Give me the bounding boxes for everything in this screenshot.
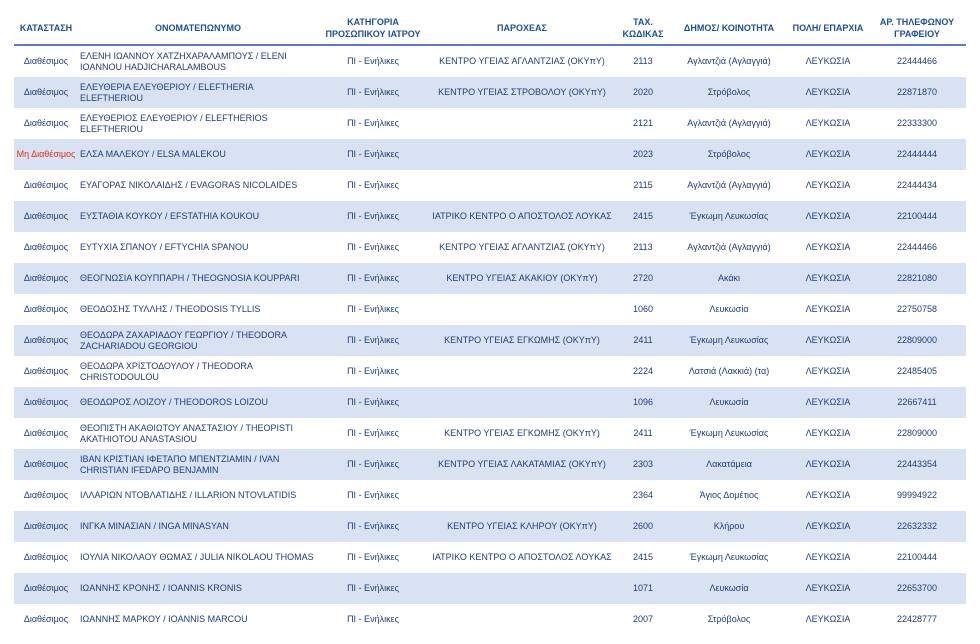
category-cell: ΠΙ - Ενήλικες xyxy=(318,356,428,387)
phone-cell: 22100444 xyxy=(868,542,966,573)
category-cell: ΠΙ - Ενήλικες xyxy=(318,45,428,77)
status-cell: Διαθέσιμος xyxy=(14,201,78,232)
municipality-cell: Λευκωσία xyxy=(670,294,788,325)
doctors-table xyxy=(14,12,966,635)
table-row xyxy=(14,418,966,449)
provider-cell: ΚΕΝΤΡΟ ΥΓΕΙΑΣ ΕΓΚΩΜΗΣ (ΟΚΥπΥ) xyxy=(428,325,616,356)
category-cell: ΠΙ - Ενήλικες xyxy=(318,170,428,201)
municipality-cell: Έγκωμη Λευκωσίας xyxy=(670,201,788,232)
table-row xyxy=(14,139,966,170)
doctor-name-cell: ΘΕΟΔΩΡΑ ΧΡΙΣΤΟΔΟΥΛΟΥ / THEODORA CHRISTODOULOU xyxy=(78,356,318,387)
municipality-cell: Έγκωμη Λευκωσίας xyxy=(670,542,788,573)
status-cell: Διαθέσιμος xyxy=(14,449,78,480)
table-row xyxy=(14,325,966,356)
table-body xyxy=(14,45,966,635)
provider-cell xyxy=(428,480,616,511)
city-cell: ΛΕΥΚΩΣΙΑ xyxy=(788,542,868,573)
provider-cell: ΚΕΝΤΡΟ ΥΓΕΙΑΣ ΣΤΡΟΒΟΛΟΥ (ΟΚΥπΥ) xyxy=(428,77,616,108)
doctor-name-cell: ΘΕΟΠΙΣΤΗ ΑΚΑΘΙΩΤΟΥ ΑΝΑΣΤΑΣΙΟΥ / THEOPISTI AKATHIOTOU ANASTASIOU xyxy=(78,418,318,449)
table-header-row xyxy=(14,12,966,45)
doctor-name-cell: ΕΛΣΑ ΜΑΛΕΚΟΥ / ELSA MALEKOU xyxy=(78,139,318,170)
category-cell: ΠΙ - Ενήλικες xyxy=(318,77,428,108)
postcode-cell: 2411 xyxy=(616,325,670,356)
provider-cell xyxy=(428,604,616,635)
category-cell: ΠΙ - Ενήλικες xyxy=(318,263,428,294)
postcode-cell: 1096 xyxy=(616,387,670,418)
doctor-name-cell: ΙΝΓΚΑ ΜΙΝΑΣΙΑΝ / INGA MINASYAN xyxy=(78,511,318,542)
category-cell: ΠΙ - Ενήλικες xyxy=(318,108,428,139)
status-cell: Διαθέσιμος xyxy=(14,108,78,139)
phone-cell: 22632332 xyxy=(868,511,966,542)
doctor-name-cell: ΙΟΥΛΙΑ ΝΙΚΟΛΑΟΥ ΘΩΜΑΣ / JULIA NIKOLAOU THOMAS xyxy=(78,542,318,573)
postcode-cell: 2364 xyxy=(616,480,670,511)
category-cell: ΠΙ - Ενήλικες xyxy=(318,294,428,325)
municipality-cell: Αγλαντζιά (Αγλαγγιά) xyxy=(670,232,788,263)
header-status: ΚΑΤΑΣΤΑΣΗ xyxy=(14,12,78,45)
postcode-cell: 2720 xyxy=(616,263,670,294)
status-cell: Διαθέσιμος xyxy=(14,325,78,356)
city-cell: ΛΕΥΚΩΣΙΑ xyxy=(788,139,868,170)
category-cell: ΠΙ - Ενήλικες xyxy=(318,387,428,418)
provider-cell xyxy=(428,356,616,387)
category-cell: ΠΙ - Ενήλικες xyxy=(318,604,428,635)
phone-cell: 22809000 xyxy=(868,325,966,356)
header-category: ΚΑΤΗΓΟΡΙΑ ΠΡΟΣΩΠΙΚΟΥ ΙΑΤΡΟΥ xyxy=(318,12,428,45)
municipality-cell: Έγκωμη Λευκωσίας xyxy=(670,325,788,356)
doctor-name-cell: ΘΕΟΔΩΡΑ ΖΑΧΑΡΙΑΔΟΥ ΓΕΩΡΓΙΟΥ / THEODORA ZACHARIADOU GEORGIOU xyxy=(78,325,318,356)
table-row xyxy=(14,604,966,635)
header-municipality: ΔΗΜΟΣ/ ΚΟΙΝΟΤΗΤΑ xyxy=(670,12,788,45)
provider-cell: ΚΕΝΤΡΟ ΥΓΕΙΑΣ ΑΚΑΚΙΟΥ (ΟΚΥπΥ) xyxy=(428,263,616,294)
postcode-cell: 2411 xyxy=(616,418,670,449)
category-cell: ΠΙ - Ενήλικες xyxy=(318,511,428,542)
phone-cell: 22444434 xyxy=(868,170,966,201)
header-phone: ΑΡ. ΤΗΛΕΦΩΝΟΥ ΓΡΑΦΕΙΟΥ xyxy=(868,12,966,45)
postcode-cell: 1060 xyxy=(616,294,670,325)
provider-cell: ΚΕΝΤΡΟ ΥΓΕΙΑΣ ΛΑΚΑΤΑΜΙΑΣ (ΟΚΥπΥ) xyxy=(428,449,616,480)
status-cell: Διαθέσιμος xyxy=(14,573,78,604)
category-cell: ΠΙ - Ενήλικες xyxy=(318,325,428,356)
doctor-name-cell: ΕΥΑΓΟΡΑΣ ΝΙΚΟΛΑΙΔΗΣ / EVAGORAS NICOLAIDES xyxy=(78,170,318,201)
city-cell: ΛΕΥΚΩΣΙΑ xyxy=(788,170,868,201)
status-cell: Διαθέσιμος xyxy=(14,45,78,77)
category-cell: ΠΙ - Ενήλικες xyxy=(318,573,428,604)
category-cell: ΠΙ - Ενήλικες xyxy=(318,139,428,170)
phone-cell: 22809000 xyxy=(868,418,966,449)
phone-cell: 22653700 xyxy=(868,573,966,604)
doctor-name-cell: ΕΛΕΝΗ ΙΩΑΝΝΟΥ ΧΑΤΖΗΧΑΡΑΛΑΜΠΟΥΣ / ELENI IOANNOU HADJICHARALAMBOUS xyxy=(78,45,318,77)
table-row xyxy=(14,45,966,77)
postcode-cell: 2020 xyxy=(616,77,670,108)
municipality-cell: Λευκωσία xyxy=(670,573,788,604)
provider-cell: ΚΕΝΤΡΟ ΥΓΕΙΑΣ ΑΓΛΑΝΤΖΙΑΣ (ΟΚΥπΥ) xyxy=(428,45,616,77)
table-row xyxy=(14,263,966,294)
category-cell: ΠΙ - Ενήλικες xyxy=(318,418,428,449)
doctor-name-cell: ΕΥΤΥΧΙΑ ΣΠΑΝΟΥ / EFTYCHIA SPANOU xyxy=(78,232,318,263)
phone-cell: 22871870 xyxy=(868,77,966,108)
phone-cell: 22444444 xyxy=(868,139,966,170)
table-row xyxy=(14,201,966,232)
postcode-cell: 2121 xyxy=(616,108,670,139)
postcode-cell: 2007 xyxy=(616,604,670,635)
city-cell: ΛΕΥΚΩΣΙΑ xyxy=(788,201,868,232)
header-name: ΟΝΟΜΑΤΕΠΩΝΥΜΟ xyxy=(78,12,318,45)
phone-cell: 22485405 xyxy=(868,356,966,387)
phone-cell: 22821080 xyxy=(868,263,966,294)
city-cell: ΛΕΥΚΩΣΙΑ xyxy=(788,294,868,325)
table-row xyxy=(14,232,966,263)
phone-cell: 22444466 xyxy=(868,232,966,263)
postcode-cell: 2600 xyxy=(616,511,670,542)
municipality-cell: Κλήρου xyxy=(670,511,788,542)
status-cell: Διαθέσιμος xyxy=(14,511,78,542)
city-cell: ΛΕΥΚΩΣΙΑ xyxy=(788,263,868,294)
phone-cell: 22333300 xyxy=(868,108,966,139)
phone-cell: 22100444 xyxy=(868,201,966,232)
provider-cell: ΚΕΝΤΡΟ ΥΓΕΙΑΣ ΑΓΛΑΝΤΖΙΑΣ (ΟΚΥπΥ) xyxy=(428,232,616,263)
city-cell: ΛΕΥΚΩΣΙΑ xyxy=(788,356,868,387)
table-row xyxy=(14,356,966,387)
postcode-cell: 2023 xyxy=(616,139,670,170)
doctor-name-cell: ΕΛΕΥΘΕΡΙΑ ΕΛΕΥΘΕΡΙΟΥ / ELEFTHERIA ELEFTHERIOU xyxy=(78,77,318,108)
doctors-table-container xyxy=(14,12,966,635)
status-cell: Διαθέσιμος xyxy=(14,480,78,511)
doctor-name-cell: ΕΛΕΥΘΕΡΙΟΣ ΕΛΕΥΘΕΡΙΟΥ / ELEFTHERIOS ELEFTHERIOU xyxy=(78,108,318,139)
provider-cell xyxy=(428,387,616,418)
city-cell: ΛΕΥΚΩΣΙΑ xyxy=(788,387,868,418)
doctor-name-cell: ΙΩΑΝΝΗΣ ΚΡΟΝΗΣ / IOANNIS KRONIS xyxy=(78,573,318,604)
provider-cell: ΚΕΝΤΡΟ ΥΓΕΙΑΣ ΕΓΚΩΜΗΣ (ΟΚΥπΥ) xyxy=(428,418,616,449)
city-cell: ΛΕΥΚΩΣΙΑ xyxy=(788,511,868,542)
provider-cell xyxy=(428,170,616,201)
category-cell: ΠΙ - Ενήλικες xyxy=(318,480,428,511)
phone-cell: 22443354 xyxy=(868,449,966,480)
doctor-name-cell: ΘΕΟΔΟΣΗΣ ΤΥΛΛΗΣ / THEODOSIS TYLLIS xyxy=(78,294,318,325)
category-cell: ΠΙ - Ενήλικες xyxy=(318,542,428,573)
header-city: ΠΟΛΗ/ ΕΠΑΡΧΙΑ xyxy=(788,12,868,45)
postcode-cell: 2224 xyxy=(616,356,670,387)
table-row xyxy=(14,573,966,604)
table-row xyxy=(14,387,966,418)
doctor-name-cell: ΙΒΑΝ ΚΡΙΣΤΙΑΝ ΙΦΕΤΑΠΟ ΜΠΕΝΤΖΙΑΜΙΝ / IVAN CHRISTIAN IFEDAPO BENJAMIN xyxy=(78,449,318,480)
category-cell: ΠΙ - Ενήλικες xyxy=(318,449,428,480)
postcode-cell: 2415 xyxy=(616,542,670,573)
status-cell: Μη Διαθέσιμος xyxy=(14,139,78,170)
municipality-cell: Αγλαντζιά (Αγλαγγιά) xyxy=(670,170,788,201)
status-cell: Διαθέσιμος xyxy=(14,542,78,573)
municipality-cell: Στρόβολος xyxy=(670,77,788,108)
postcode-cell: 2113 xyxy=(616,45,670,77)
city-cell: ΛΕΥΚΩΣΙΑ xyxy=(788,45,868,77)
city-cell: ΛΕΥΚΩΣΙΑ xyxy=(788,480,868,511)
municipality-cell: Στρόβολος xyxy=(670,604,788,635)
category-cell: ΠΙ - Ενήλικες xyxy=(318,232,428,263)
phone-cell: 22444466 xyxy=(868,45,966,77)
status-cell: Διαθέσιμος xyxy=(14,170,78,201)
municipality-cell: Λακατάμεια xyxy=(670,449,788,480)
city-cell: ΛΕΥΚΩΣΙΑ xyxy=(788,232,868,263)
table-row xyxy=(14,77,966,108)
table-row xyxy=(14,108,966,139)
doctor-name-cell: ΘΕΟΔΩΡΟΣ ΛΟΙΖΟΥ / THEODOROS LOIZOU xyxy=(78,387,318,418)
city-cell: ΛΕΥΚΩΣΙΑ xyxy=(788,449,868,480)
provider-cell: ΙΑΤΡΙΚΟ ΚΕΝΤΡΟ Ο ΑΠΟΣΤΟΛΟΣ ΛΟΥΚΑΣ xyxy=(428,542,616,573)
table-row xyxy=(14,170,966,201)
doctor-name-cell: ΘΕΟΓΝΩΣΙΑ ΚΟΥΠΠΑΡΗ / THEOGNOSIA KOUPPARI xyxy=(78,263,318,294)
municipality-cell: Αγλαντζιά (Αγλαγγιά) xyxy=(670,45,788,77)
city-cell: ΛΕΥΚΩΣΙΑ xyxy=(788,418,868,449)
doctor-name-cell: ΕΥΣΤΑΘΙΑ ΚΟΥΚΟΥ / EFSTATHIA KOUKOU xyxy=(78,201,318,232)
doctor-name-cell: ΙΩΑΝΝΗΣ ΜΑΡΚΟΥ / IOANNIS MARCOU xyxy=(78,604,318,635)
phone-cell: 22667411 xyxy=(868,387,966,418)
provider-cell xyxy=(428,139,616,170)
status-cell: Διαθέσιμος xyxy=(14,356,78,387)
postcode-cell: 2113 xyxy=(616,232,670,263)
postcode-cell: 2115 xyxy=(616,170,670,201)
municipality-cell: Έγκωμη Λευκωσίας xyxy=(670,418,788,449)
phone-cell: 22750758 xyxy=(868,294,966,325)
status-cell: Διαθέσιμος xyxy=(14,387,78,418)
provider-cell: ΚΕΝΤΡΟ ΥΓΕΙΑΣ ΚΛΗΡΟΥ (ΟΚΥπΥ) xyxy=(428,511,616,542)
city-cell: ΛΕΥΚΩΣΙΑ xyxy=(788,604,868,635)
provider-cell xyxy=(428,573,616,604)
header-provider: ΠΑΡΟΧΕΑΣ xyxy=(428,12,616,45)
municipality-cell: Λατσιά (Λακκιά) (τα) xyxy=(670,356,788,387)
municipality-cell: Αγλαντζιά (Αγλαγγιά) xyxy=(670,108,788,139)
status-cell: Διαθέσιμος xyxy=(14,294,78,325)
status-cell: Διαθέσιμος xyxy=(14,604,78,635)
postcode-cell: 2303 xyxy=(616,449,670,480)
category-cell: ΠΙ - Ενήλικες xyxy=(318,201,428,232)
table-row xyxy=(14,511,966,542)
postcode-cell: 2415 xyxy=(616,201,670,232)
city-cell: ΛΕΥΚΩΣΙΑ xyxy=(788,325,868,356)
provider-cell xyxy=(428,294,616,325)
municipality-cell: Λευκωσία xyxy=(670,387,788,418)
city-cell: ΛΕΥΚΩΣΙΑ xyxy=(788,77,868,108)
municipality-cell: Άγιος Δομέτιος xyxy=(670,480,788,511)
table-row xyxy=(14,480,966,511)
status-cell: Διαθέσιμος xyxy=(14,263,78,294)
table-row xyxy=(14,449,966,480)
postcode-cell: 1071 xyxy=(616,573,670,604)
table-row xyxy=(14,294,966,325)
provider-cell xyxy=(428,108,616,139)
municipality-cell: Ακάκι xyxy=(670,263,788,294)
status-cell: Διαθέσιμος xyxy=(14,77,78,108)
status-cell: Διαθέσιμος xyxy=(14,418,78,449)
doctor-name-cell: ΙΛΛΑΡΙΩΝ ΝΤΟΒΛΑΤΙΔΗΣ / ILLARION NTOVLATIDIS xyxy=(78,480,318,511)
phone-cell: 99994922 xyxy=(868,480,966,511)
table-row xyxy=(14,542,966,573)
city-cell: ΛΕΥΚΩΣΙΑ xyxy=(788,573,868,604)
city-cell: ΛΕΥΚΩΣΙΑ xyxy=(788,108,868,139)
provider-cell: ΙΑΤΡΙΚΟ ΚΕΝΤΡΟ Ο ΑΠΟΣΤΟΛΟΣ ΛΟΥΚΑΣ xyxy=(428,201,616,232)
phone-cell: 22428777 xyxy=(868,604,966,635)
status-cell: Διαθέσιμος xyxy=(14,232,78,263)
header-postcode: ΤΑΧ. ΚΩΔΙΚΑΣ xyxy=(616,12,670,45)
municipality-cell: Στρόβολος xyxy=(670,139,788,170)
